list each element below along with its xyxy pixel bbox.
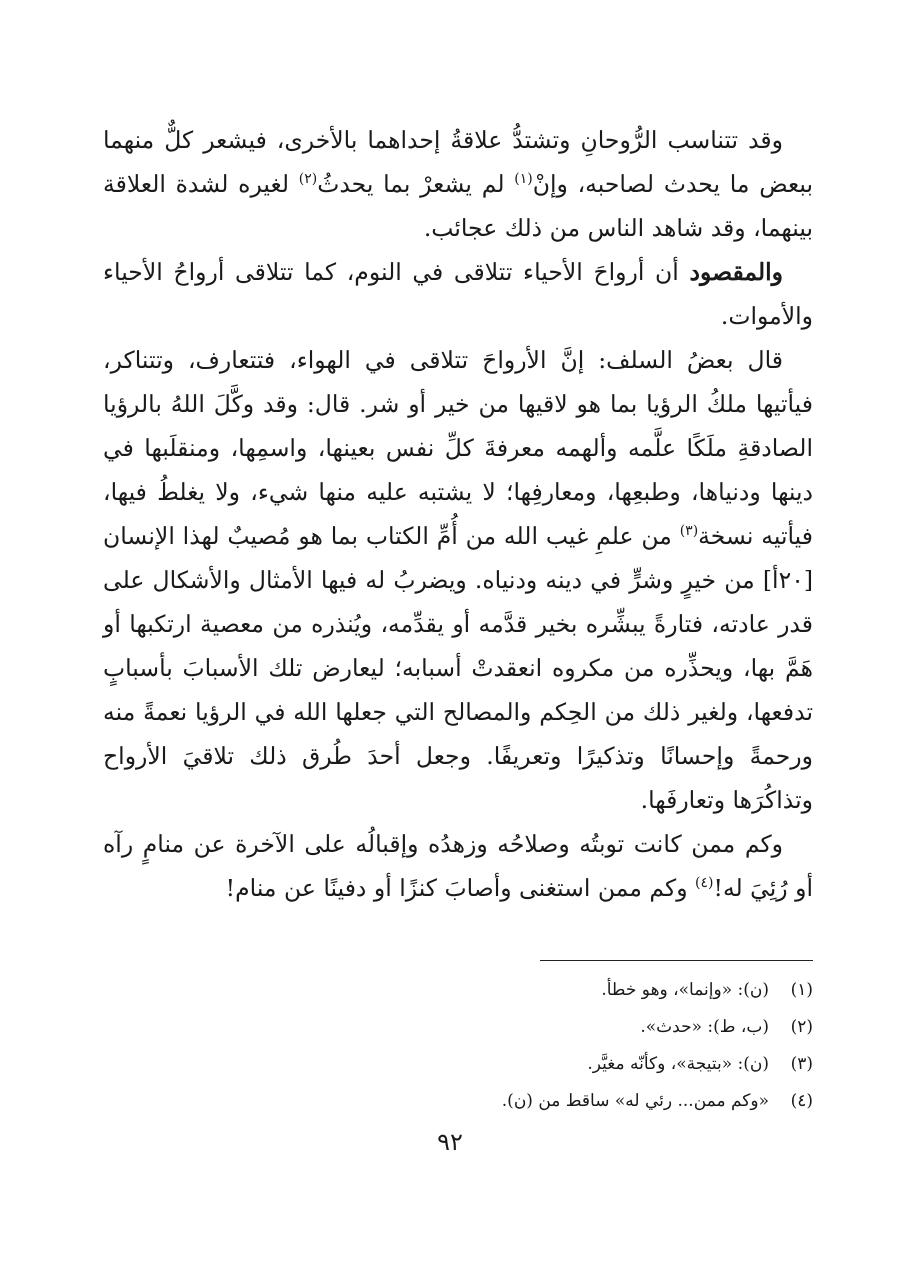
footnote-1 — [103, 972, 813, 1009]
footnote-ref-4: (٤) — [695, 875, 714, 892]
main-text — [103, 118, 813, 910]
paragraph-1 — [103, 118, 813, 250]
footnote-ref-3: (٣) — [679, 523, 699, 540]
footnote-text: (ب، ط): «حدث». — [640, 1017, 769, 1037]
paragraph-text: قال بعضُ السلف: إنَّ الأرواحَ تتلاقى في الهواء، فتتعارف، وتتناكر، فيأتيها ملكُ الرؤيا بما هو لاقيها من خير أو شر. قال: وقد وكَّلَ اللهُ بالرؤيا الصادقةِ ملَكًا علَّمه وألهمه معرفةَ كلِّ نفس بعينها، واسمِها، ومنقلَبها في دينها ودنياها، وطبعِها، ومعارفِها؛ لا يشتبه عليه منها شيء، ولا يغلطُ فيها، فيأتيه نسخة — [103, 346, 813, 550]
footnote-ref-1: (١) — [514, 171, 533, 188]
footnote-text: «وكم ممن... رئي له» ساقط من (ن). — [501, 1091, 769, 1111]
footnote-2 — [103, 1009, 813, 1046]
paragraph-text: وقد تتناسب الرُّوحانِ وتشتدُّ علاقةُ إحداهما بالأخرى، فيشعر كلٌّ منهما ببعض ما يحدث لصاحبه، وإنْ — [103, 126, 813, 198]
paragraph-lead-word: والمقصود — [689, 258, 783, 286]
footnote-ref-2: (٢) — [298, 171, 318, 188]
footnotes — [103, 972, 813, 1120]
manuscript-folio-marker: [٢٠أ] — [762, 566, 813, 594]
paragraph-text: وكم ممن استغنى وأصابَ كنزًا أو دفينًا عن منام! — [225, 874, 696, 902]
paragraph-3 — [103, 338, 813, 822]
footnote-text: (ن): «بتيجة»، وكأنّه مغيَّر. — [587, 1054, 769, 1074]
paragraph-text: لغيره لشدة العلاقة بينهما، وقد شاهد الناس من ذلك عجائب. — [103, 170, 813, 242]
footnote-divider — [540, 960, 813, 961]
footnote-number: (٣) — [790, 1054, 813, 1074]
footnote-text: (ن): «وإنما»، وهو خطأ. — [601, 980, 769, 1000]
footnote-4 — [103, 1083, 813, 1120]
paragraph-text: أن أرواحَ الأحياء تتلاقى في النوم، كما تتلاقى أرواحُ الأحياء والأموات. — [103, 258, 813, 330]
paragraph-text: من خيرٍ وشرٍّ في دينه ودنياه. ويضربُ له فيها الأمثال والأشكال على قدر عادته، فتارةً يبشِّره بخير قدَّمه أو يقدِّمه، ويُنذره من معصية ارتكبها أو هَمَّ بها، ويحذِّره من مكروه انعقدتْ أسبابه؛ ليعارض تلك الأسبابَ بأسبابٍ تدفعها، ولغير ذلك من الحِكم والمصالح التي جعلها الله في الرؤيا نعمةً منه ورحمةً وإحسانًا وتذكيرًا وتعريفًا. وجعل أحدَ طُرق ذلك تلاقيَ الأرواح وتذاكُرَها وتعارفَها. — [103, 566, 813, 814]
paragraph-4 — [103, 822, 813, 910]
page-number: ٩٢ — [437, 1128, 463, 1156]
paragraph-text: من علمِ غيب الله من أُمِّ الكتاب بما هو مُصيبٌ لهذا الإنسان — [103, 522, 680, 550]
footnote-number: (٢) — [790, 1017, 813, 1037]
paragraph-text: لم يشعرْ بما يحدثُ — [317, 170, 515, 198]
footnote-number: (١) — [790, 980, 813, 1000]
footnote-number: (٤) — [790, 1091, 813, 1111]
paragraph-2 — [103, 250, 813, 338]
footnote-3 — [103, 1046, 813, 1083]
paragraph-text: وكم ممن كانت توبتُه وصلاحُه وزهدُه وإقبالُه على الآخرة عن منامٍ رآه أو رُئِيَ له! — [103, 830, 813, 902]
